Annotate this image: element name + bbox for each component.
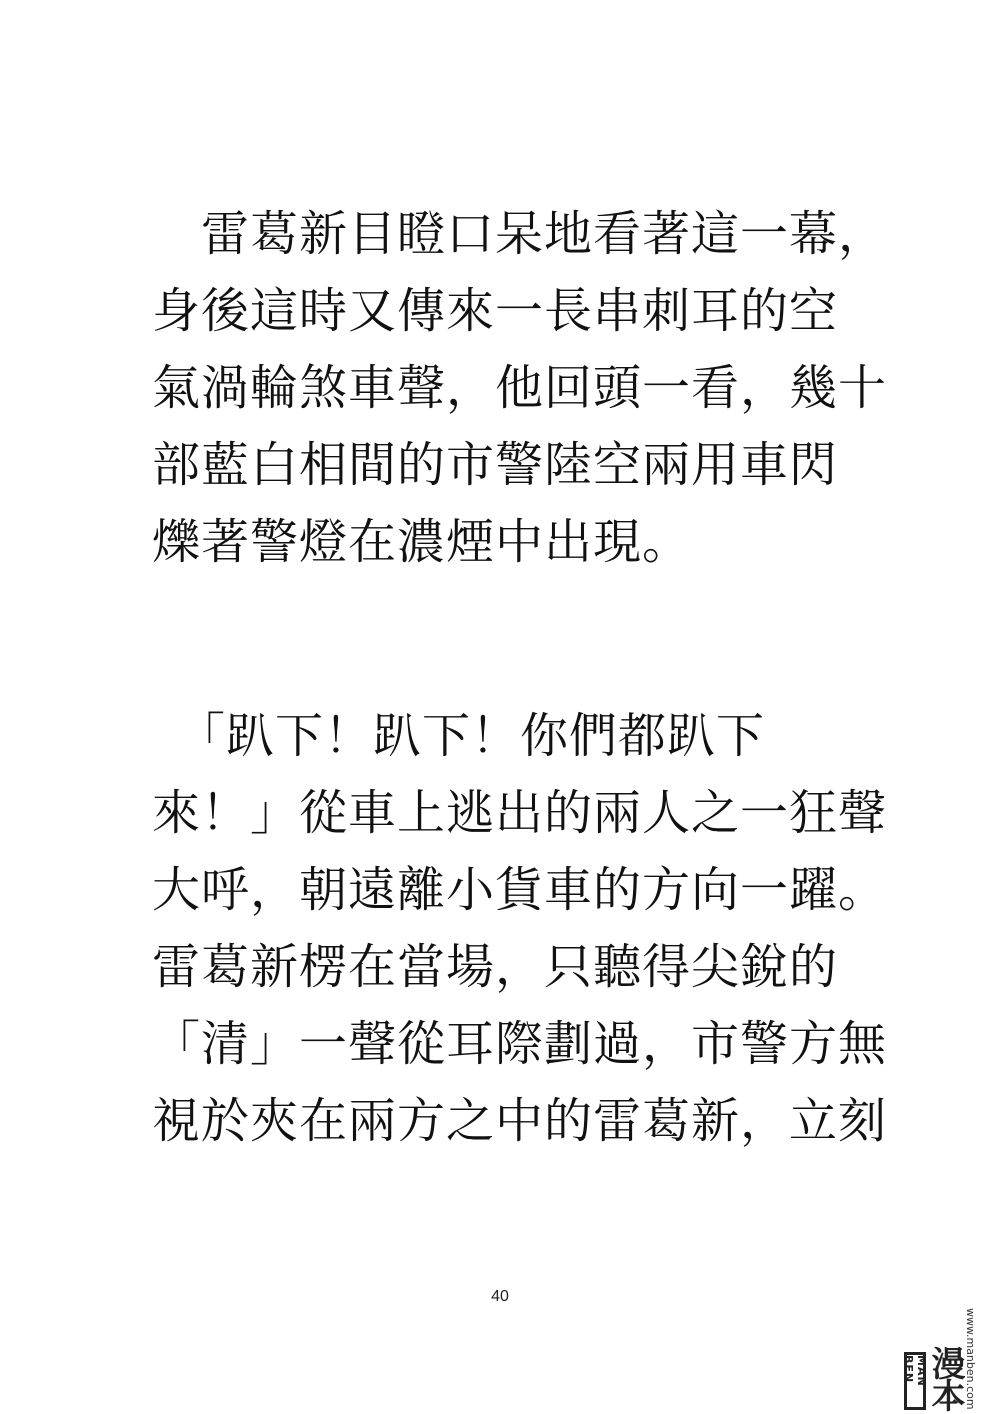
- paragraph-2-line-1: 「趴下！趴下！你們都趴下: [152, 708, 766, 764]
- paragraph-1-line-2: 身後這時又傳來一長串刺耳的空: [152, 283, 839, 339]
- paragraph-1-line-1: 雷葛新目瞪口呆地看著這一幕，: [152, 206, 888, 262]
- paragraph-2-line-4: 雷葛新楞在當場，只聽得尖銳的: [152, 939, 839, 995]
- paragraph-1-line-3: 氣渦輪煞車聲，他回頭一看，幾十: [152, 360, 888, 416]
- paragraph-2-line-2: 來！」從車上逃出的兩人之一狂聲: [152, 785, 888, 841]
- page-number: 40: [491, 1288, 509, 1305]
- paragraph-1-line-4: 部藍白相間的市警陸空兩用車閃: [152, 437, 839, 493]
- watermark-box-text: MAN BEN: [904, 1352, 926, 1410]
- paragraph-2-line-6: 視於夾在兩方之中的雷葛新，立刻: [152, 1093, 888, 1149]
- body-text: [152, 196, 888, 1160]
- watermark-chars: 漫本: [925, 1346, 965, 1410]
- paragraph-1-line-5: 爍著警燈在濃煙中出現。: [152, 514, 692, 570]
- watermark-url: www.manben.com: [964, 1308, 977, 1410]
- watermark-logo: [904, 1260, 994, 1410]
- paragraph-2-line-3: 大呼，朝遠離小貨車的方向一躍。: [152, 862, 888, 918]
- paragraph-2-line-5: 「清」一聲從耳際劃過，市警方無: [152, 1016, 888, 1072]
- paragraph-gap: [152, 581, 872, 698]
